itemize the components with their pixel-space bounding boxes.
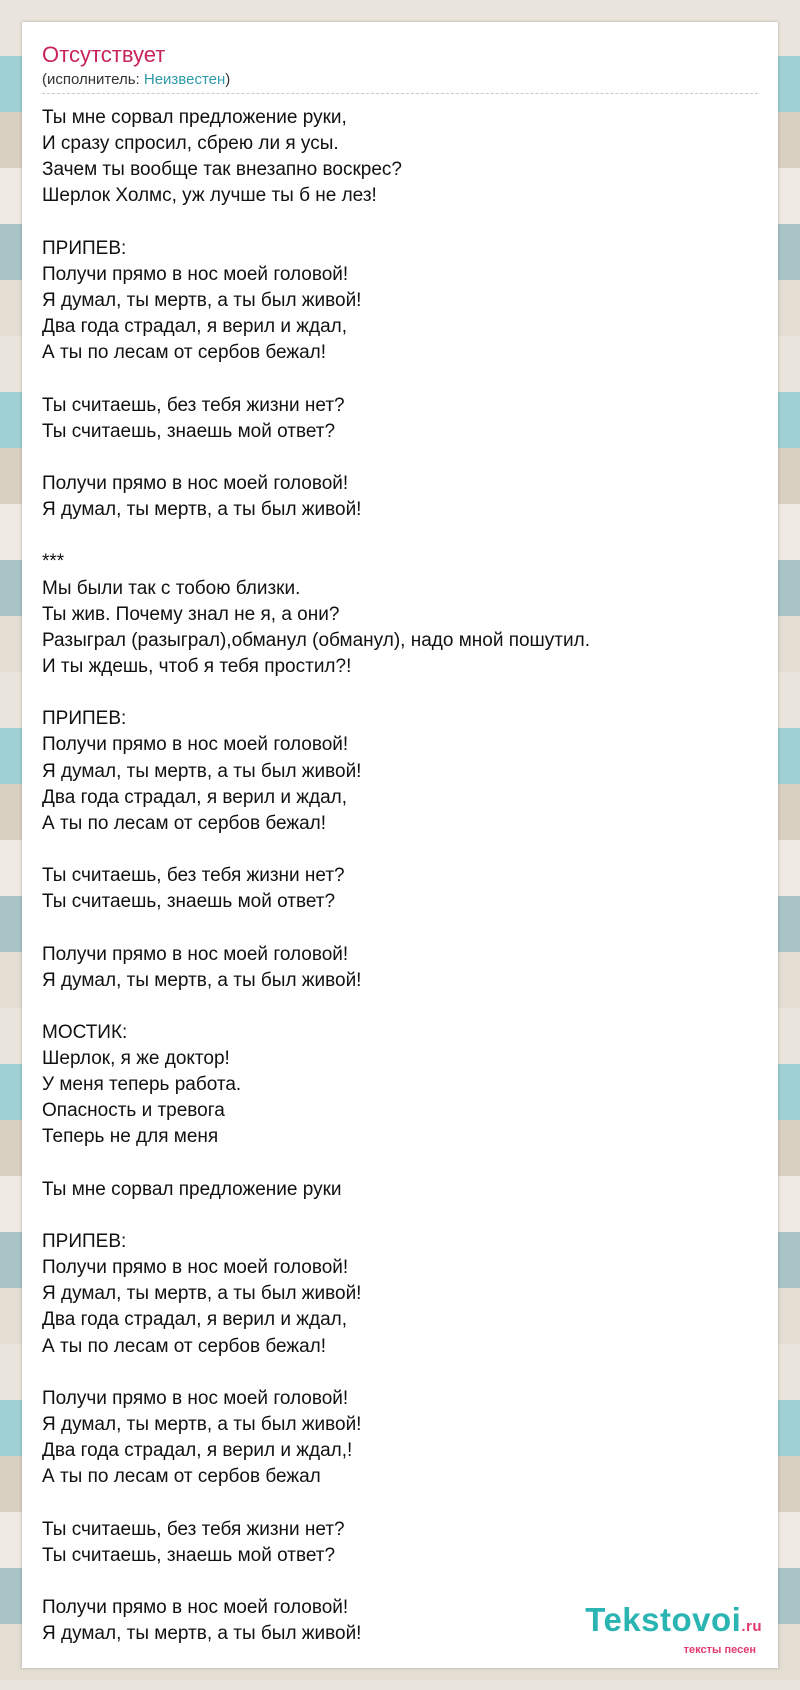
lyric-line: А ты по лесам от сербов бежал! — [42, 342, 327, 364]
lyric-line — [42, 915, 758, 941]
lyrics-text — [42, 105, 758, 1647]
lyric-line: Два года страдал, я верил и ждал, — [42, 1309, 348, 1331]
logo-tld: .ru — [741, 1618, 762, 1635]
lyric-line: Шерлок, я же доктор! — [42, 1048, 230, 1070]
lyric-line: Разыграл (разыграл),обманул (обманул), надо мной пошутил. — [42, 629, 590, 651]
lyric-line: А ты по лесам от сербов бежал! — [42, 1335, 327, 1357]
lyric-line: Получи прямо в нос моей головой! — [42, 943, 349, 965]
lyric-line — [42, 994, 758, 1020]
lyric-line: Я думал, ты мертв, а ты был живой! — [42, 499, 362, 521]
lyric-line — [42, 680, 758, 706]
lyric-line: Два года страдал, я верил и ждал,! — [42, 1440, 353, 1462]
artist-link[interactable]: Неизвестен — [143, 71, 226, 88]
lyric-line: Ты мне сорвал предложение руки, — [42, 107, 347, 128]
lyric-line: Ты считаешь, знаешь мой ответ? — [42, 420, 336, 442]
lyric-line: Шерлок Холмс, уж лучше ты б не лез! — [42, 185, 377, 207]
lyric-line: Я думал, ты мертв, а ты был живой! — [42, 1414, 362, 1436]
artist-prefix: (исполнитель: — [42, 71, 144, 88]
lyric-line: Ты считаешь, знаешь мой ответ? — [42, 1544, 336, 1566]
lyric-line: И сразу спросил, сбрею ли я усы. — [42, 133, 339, 155]
lyric-line: Я думал, ты мертв, а ты был живой! — [42, 1283, 362, 1305]
lyric-line — [42, 1490, 758, 1516]
lyric-line: Получи прямо в нос моей головой! — [42, 1387, 349, 1409]
logo-tagline: тексты песен — [683, 1644, 756, 1656]
lyric-line: А ты по лесам от сербов бежал — [42, 1466, 321, 1488]
lyric-line: Теперь не для меня — [42, 1126, 219, 1148]
lyric-line: *** — [42, 551, 65, 573]
lyric-line — [42, 1151, 758, 1177]
song-title: Отсутствует — [42, 42, 166, 67]
lyric-line: Получи прямо в нос моей головой! — [42, 263, 349, 285]
lyric-line: Зачем ты вообще так внезапно воскрес? — [42, 159, 402, 181]
lyric-line: Ты мне сорвал предложение руки — [42, 1178, 342, 1200]
logo-wordmark — [585, 1603, 762, 1644]
song-header — [42, 42, 758, 94]
lyric-line: Ты считаешь, без тебя жизни нет? — [42, 865, 345, 887]
lyric-line: ПРИПЕВ: — [42, 1231, 127, 1253]
lyric-line — [42, 1203, 758, 1229]
lyric-line: И ты ждешь, чтоб я тебя простил?! — [42, 655, 352, 677]
lyric-line — [42, 1360, 758, 1386]
logo-brand: Tekstovoi — [585, 1601, 742, 1638]
lyric-line: МОСТИК: — [42, 1021, 128, 1043]
lyric-line: Получи прямо в нос моей головой! — [42, 472, 349, 494]
lyric-line — [42, 1569, 758, 1595]
lyric-line: Я думал, ты мертв, а ты был живой! — [42, 1623, 362, 1645]
lyric-line: ПРИПЕВ: — [42, 237, 127, 259]
lyric-line: Получи прямо в нос моей головой! — [42, 1597, 349, 1619]
lyric-line: Ты считаешь, без тебя жизни нет? — [42, 394, 345, 416]
lyric-line: Два года страдал, я верил и ждал, — [42, 316, 348, 338]
artist-line — [42, 70, 758, 94]
lyric-line: Опасность и тревога — [42, 1100, 225, 1122]
tekstovoi-logo[interactable] — [585, 1603, 762, 1656]
lyric-line — [42, 366, 758, 392]
lyrics-card — [22, 22, 778, 1668]
lyric-line: Я думал, ты мертв, а ты был живой! — [42, 969, 362, 991]
artist-suffix: ) — [225, 71, 231, 88]
lyric-line: У меня теперь работа. — [42, 1074, 242, 1096]
lyric-line: Я думал, ты мертв, а ты был живой! — [42, 760, 362, 782]
lyric-line: ПРИПЕВ: — [42, 708, 127, 730]
lyric-line — [42, 210, 758, 236]
lyric-line: Получи прямо в нос моей головой! — [42, 734, 349, 756]
lyric-line — [42, 837, 758, 863]
lyric-line: Ты считаешь, без тебя жизни нет? — [42, 1518, 345, 1540]
lyric-line: Ты жив. Почему знал не я, а они? — [42, 603, 340, 625]
lyric-line — [42, 523, 758, 549]
lyric-line: Ты считаешь, знаешь мой ответ? — [42, 891, 336, 913]
lyric-line — [42, 445, 758, 471]
lyric-line: Мы были так с тобою близки. — [42, 577, 301, 599]
lyric-line: Два года страдал, я верил и ждал, — [42, 786, 348, 808]
lyric-line: А ты по лесам от сербов бежал! — [42, 812, 327, 834]
lyric-line: Я думал, ты мертв, а ты был живой! — [42, 289, 362, 311]
lyric-line: Получи прямо в нос моей головой! — [42, 1257, 349, 1279]
